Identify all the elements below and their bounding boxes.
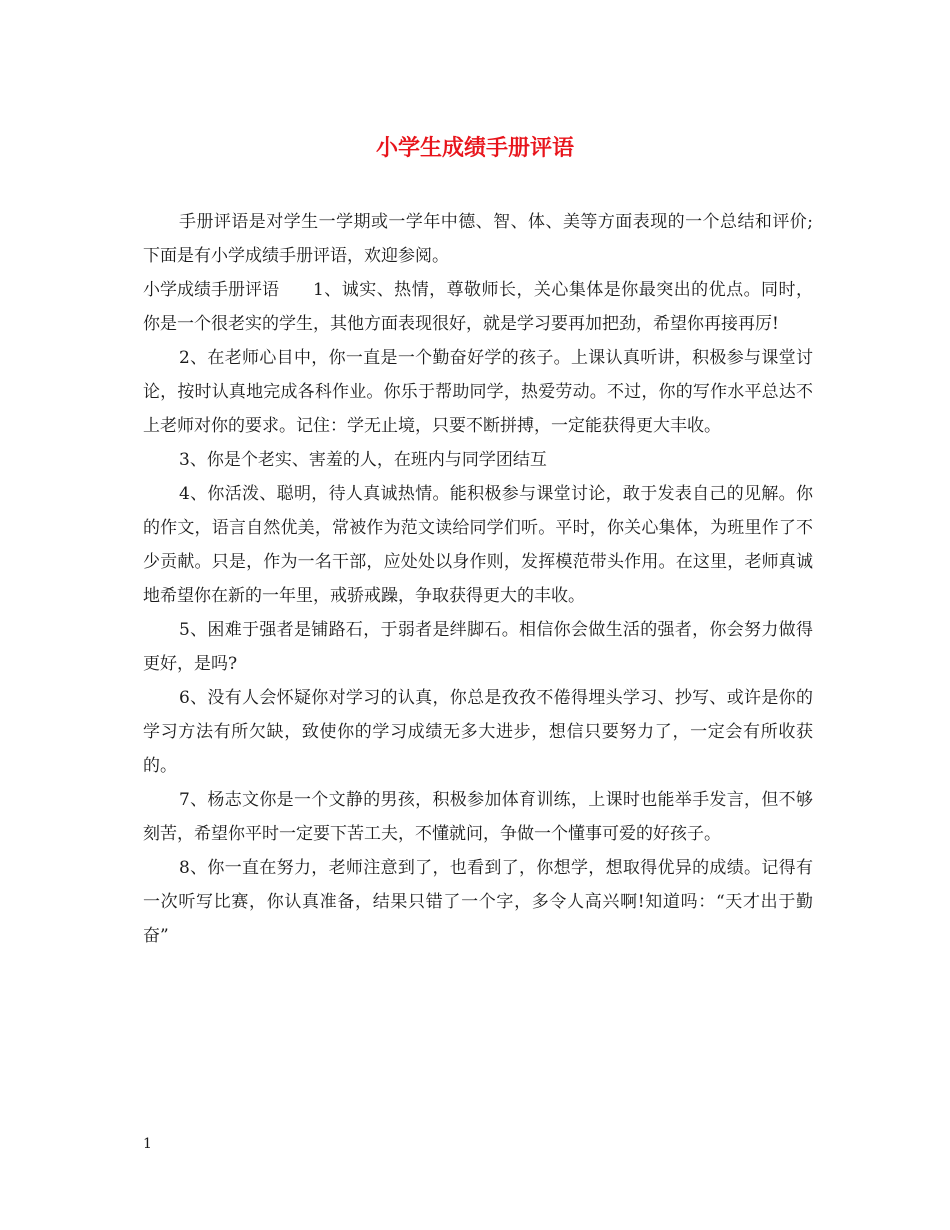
intro-paragraph: 手册评语是对学生一学期或一学年中德、智、体、美等方面表现的一个总结和评价;下面是有小学成绩手册评语，欢迎参阅。	[143, 212, 813, 266]
item-paragraph-2: 2、在老师心目中，你一直是一个勤奋好学的孩子。上课认真听讲，积极参与课堂讨论，按时认真地完成各科作业。你乐于帮助同学，热爱劳动。不过，你的写作水平总达不上老师对你的要求。记住：学无止境，只要不断拼搏，一定能获得更大丰收。	[143, 348, 813, 436]
page-number: 1	[143, 1136, 152, 1152]
item-paragraph-6: 6、没有人会怀疑你对学习的认真，你总是孜孜不倦得埋头学习、抄写、或许是你的学习方法有所欠缺，致使你的学习成绩无多大进步，想信只要努力了，一定会有所收获的。	[143, 688, 813, 776]
item-paragraph-5: 5、困难于强者是铺路石，于弱者是绊脚石。相信你会做生活的强者，你会努力做得更好，是吗?	[143, 620, 813, 674]
item-paragraph-8: 8、你一直在努力，老师注意到了，也看到了，你想学，想取得优异的成绩。记得有一次听写比赛，你认真准备，结果只错了一个字，多令人高兴啊!知道吗：“天才出于勤奋”	[143, 858, 813, 946]
item-paragraph-3: 3、你是个老实、害羞的人，在班内与同学团结互	[179, 450, 547, 470]
document-body	[143, 205, 813, 953]
first-item-paragraph	[143, 273, 813, 341]
item-paragraph-4: 4、你活泼、聪明，待人真诚热情。能积极参与课堂讨论，敢于发表自己的见解。你的作文，语言自然优美，常被作为范文读给同学们听。平时，你关心集体，为班里作了不少贡献。只是，作为一名干部，应处处以身作则，发挥模范带头作用。在这里，老师真诚地希望你在新的一年里，戒骄戒躁，争取获得更大的丰收。	[143, 484, 813, 606]
section-label: 小学成绩手册评语	[143, 280, 279, 300]
item-paragraph-7: 7、杨志文你是一个文静的男孩，积极参加体育训练，上课时也能举手发言，但不够刻苦，希望你平时一定要下苦工夫，不懂就问，争做一个懂事可爱的好孩子。	[143, 790, 813, 844]
document-title: 小学生成绩手册评语	[375, 135, 574, 161]
item-text-1: 1、诚实、热情，尊敬师长，关心集体是你最突出的优点。同时，你是一个很老实的学生，其他方面表现很好，就是学习要再加把劲，希望你再接再厉!	[143, 280, 813, 334]
